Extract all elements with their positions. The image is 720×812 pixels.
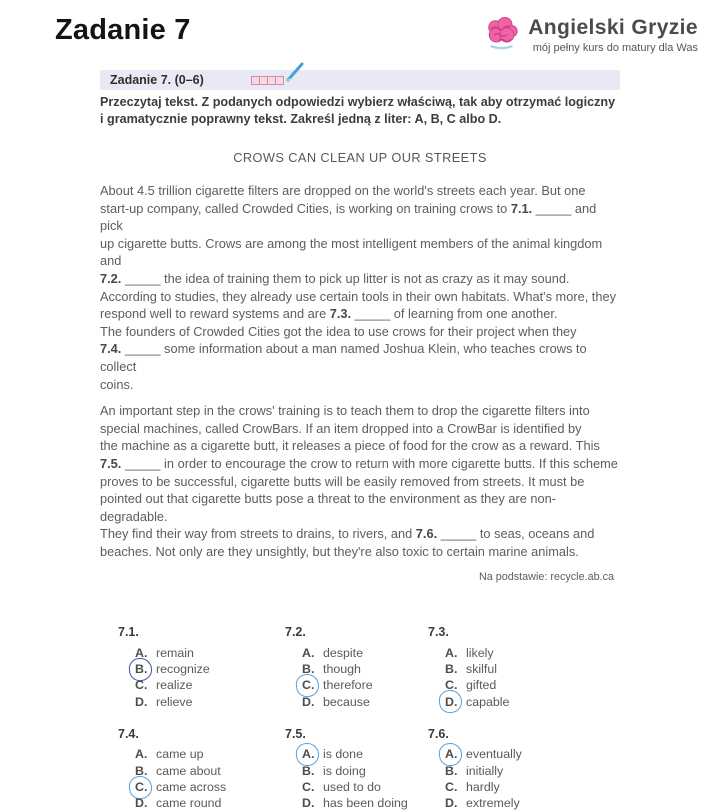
option-text: used to do [323, 780, 381, 794]
option-letter: B. [302, 662, 315, 677]
option-text: hardly [466, 780, 500, 794]
answer-option [285, 779, 428, 795]
answer-option [118, 762, 285, 778]
answer-option [285, 644, 428, 660]
brand-logo [483, 16, 698, 57]
instructions-line: i gramatycznie poprawny tekst. Zakreśl jedną z liter: A, B, C albo D. [100, 111, 502, 126]
option-text: came across [156, 780, 227, 794]
option-letter: B. [302, 763, 315, 778]
answer-option [285, 694, 428, 710]
option-text: realize [156, 678, 193, 693]
option-letter: C. [135, 678, 148, 693]
answer-option [285, 746, 428, 762]
option-text: came up [156, 747, 204, 762]
question-number: 7.4. [118, 727, 139, 742]
answer-option [118, 694, 285, 710]
option-text: relieve [156, 694, 193, 709]
question-block [428, 727, 620, 812]
option-letter: A. [135, 747, 148, 762]
option-text: therefore [323, 678, 373, 693]
question-block [285, 727, 428, 812]
option-letter: B. [445, 763, 458, 778]
page-title: Zadanie 7 [55, 14, 191, 46]
reading-paragraphs [100, 182, 620, 560]
answer-option [118, 795, 285, 811]
answers-grid [100, 625, 620, 811]
question-number: 7.6. [428, 727, 449, 742]
option-letter: B. [135, 763, 148, 778]
option-letter-circled: A. [302, 747, 323, 761]
option-letter-circled: C. [302, 678, 323, 692]
option-letter: C. [445, 780, 458, 794]
option-text: skilful [466, 662, 497, 677]
logo-name: Angielski Gryzie [528, 16, 698, 39]
option-letter: B. [445, 662, 458, 677]
answer-option [428, 694, 620, 710]
reading-title: CROWS CAN CLEAN UP OUR STREETS [233, 150, 487, 165]
pen-mark-icon [285, 61, 307, 88]
question-block [285, 625, 428, 710]
question-number: 7.5. [285, 727, 306, 742]
score-box [275, 76, 284, 85]
question-number: 7.3. [428, 625, 449, 640]
option-letter: D. [302, 694, 315, 709]
answer-option [428, 677, 620, 693]
answer-option [428, 661, 620, 677]
option-text: despite [323, 645, 363, 660]
option-text: came round [156, 796, 222, 811]
option-letter-circled: A. [445, 747, 466, 761]
answer-option [428, 779, 620, 795]
task-label: Zadanie 7. (0–6) [110, 73, 204, 87]
option-text: has been doing [323, 796, 408, 811]
option-letter: C. [302, 780, 315, 794]
answer-option [285, 795, 428, 811]
option-letter: D. [135, 796, 148, 811]
option-letter-circled: B. [135, 662, 156, 676]
option-text: recognize [156, 662, 210, 677]
top-header [0, 0, 720, 57]
option-text: is doing [323, 763, 366, 778]
task-bar [100, 70, 620, 90]
instructions-line: Przeczytaj tekst. Z podanych odpowiedzi wybierz właściwą, tak aby otrzymać logiczny [100, 95, 616, 109]
answer-option [118, 677, 285, 693]
answer-option [428, 762, 620, 778]
option-text: though [323, 662, 361, 677]
option-letter: A. [445, 645, 458, 660]
answer-option [118, 661, 285, 677]
option-letter: A. [135, 645, 148, 660]
question-number: 7.2. [285, 625, 306, 640]
option-letter: D. [302, 796, 315, 811]
answer-option [118, 644, 285, 660]
brain-icon [483, 16, 521, 57]
question-block [118, 727, 285, 812]
option-text: eventually [466, 747, 522, 762]
option-text: capable [466, 694, 510, 709]
task-instructions [100, 94, 620, 127]
answer-option [428, 746, 620, 762]
option-letter-circled: D. [445, 695, 466, 709]
score-boxes [252, 76, 284, 85]
source-attribution: Na podstawie: recycle.ab.ca [478, 571, 614, 584]
question-number: 7.1. [118, 625, 139, 640]
option-letter: D. [135, 694, 148, 709]
answer-option [285, 677, 428, 693]
option-text: remain [156, 645, 194, 660]
question-block [118, 625, 285, 710]
question-block [428, 625, 620, 710]
answer-option [428, 795, 620, 811]
option-text: because [323, 694, 370, 709]
logo-tagline: mój pełny kurs do matury dla Was [532, 42, 698, 54]
option-text: extremely [466, 796, 520, 811]
option-letter-circled: C. [135, 780, 156, 794]
option-text: gifted [466, 678, 497, 693]
option-text: is done [323, 747, 363, 762]
reading-paragraph: An important step in the crows' training is to teach them to drop the cigarette filters into special machines, called CrowBars. If an item dropped into a CrowBar is identified by the machine as a cigarette butt, it releases a piece of food for the crow as a reward. This 7.5. _____ in order to encourage the crow to return with more cigarette butts. If this scheme proves to be successful, cigarette butts will be easily removed from streets. It must be pointed out that cigarette butts pose a threat to the environment as they are non-degradable. They find their way from streets to drains, to rivers, and 7.6. _____ to seas, oceans and beaches. Not only are they unsightly, but they're also toxic to certain marine animals. [100, 403, 618, 559]
option-text: came about [156, 763, 221, 778]
option-text: likely [466, 645, 494, 660]
answer-option [285, 661, 428, 677]
option-letter: A. [302, 645, 315, 660]
option-text: initially [466, 763, 504, 778]
option-letter: C. [445, 678, 458, 693]
answer-option [118, 779, 285, 795]
answer-option [285, 762, 428, 778]
reading-paragraph: About 4.5 trillion cigarette filters are dropped on the world's streets each year. But one start-up company, called Crowded Cities, is working on training crows to 7.1. _____ and pick up cigarette butts. Crows are among the most intelligent members of the animal kingdom and 7.2. _____ the idea of training them to pick up litter is not as crazy as it may sound. According to studies, they already use certain tools in their own habitats. What's more, they respond well to reward systems and are 7.3. _____ of learning from one another. The founders of Crowded Cities got the idea to use crows for their project when they 7.4. _____ some information about a man named Joshua Klein, who teaches crows to collect coins. [100, 183, 616, 392]
logo-text [528, 16, 698, 54]
answer-option [428, 644, 620, 660]
answer-option [118, 746, 285, 762]
option-letter: D. [445, 796, 458, 811]
